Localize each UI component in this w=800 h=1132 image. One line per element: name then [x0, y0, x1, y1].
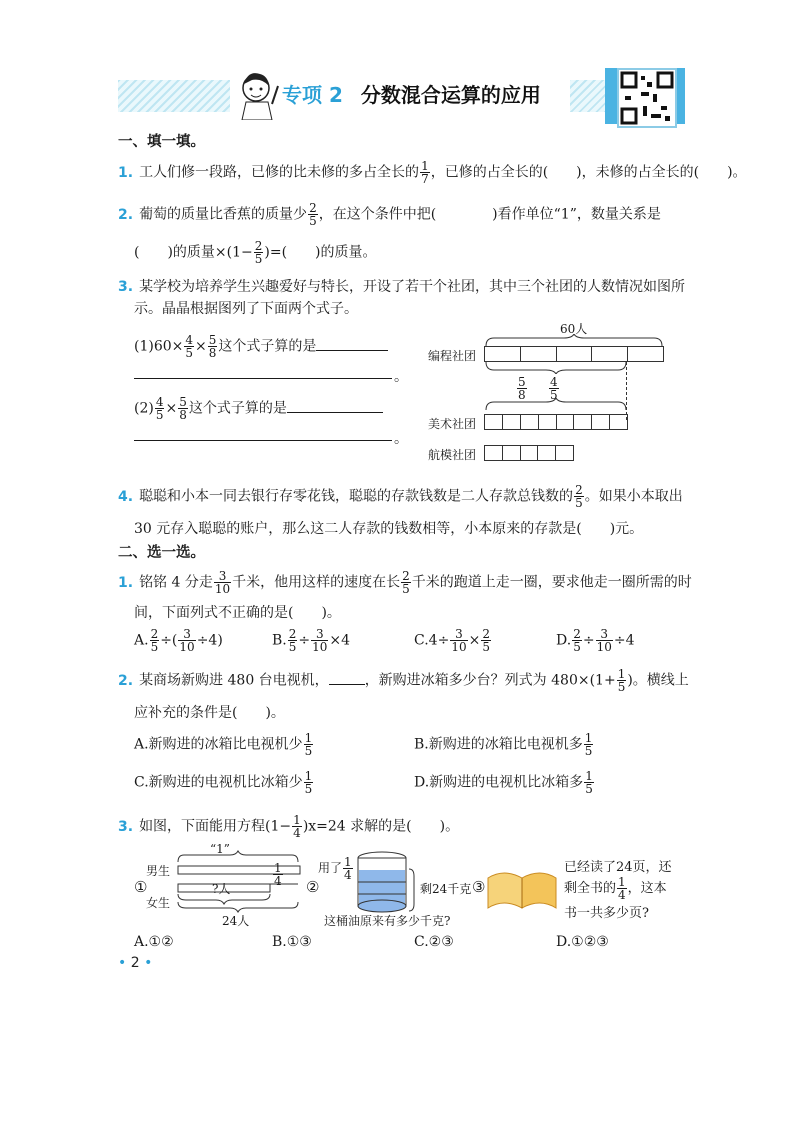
barrel-question: 这桶油原来有多少千克? — [324, 914, 451, 928]
q2-text-d: )=( )的质量。 — [264, 244, 377, 261]
page-title — [282, 79, 541, 108]
question-number: 1. — [118, 164, 134, 181]
book-text-3: 书一共多少页? — [564, 906, 649, 921]
header-title: 分数混合运算的应用 — [360, 83, 541, 107]
fraction-1-4: $\frac{1}{4}$ — [274, 861, 282, 888]
book-text-1: 已经读了24页，还 — [564, 860, 672, 875]
picture-2-mark: ② — [306, 878, 320, 896]
option-b[interactable]: B.①③ — [272, 934, 312, 950]
club3-bar — [484, 445, 574, 461]
answer-blank[interactable] — [329, 684, 365, 685]
option-a[interactable]: A.①② — [134, 934, 174, 950]
option-c[interactable]: C.②③ — [414, 934, 454, 950]
option-a[interactable]: A.新购进的冰箱比电视机少 $\frac{1}{5}$ — [134, 731, 313, 758]
brace-club2 — [484, 398, 628, 412]
question-2 — [118, 202, 661, 227]
brace-club1 — [484, 360, 628, 374]
choice-question-2: 2. 某商场新购进 480 台电视机， ，新购进冰箱多少台？列式为 480×(1+ $\frac{1}{5}$ )。横线上 — [118, 667, 689, 694]
question-2-line-2 — [134, 240, 377, 265]
total-24-label: 24人 — [222, 914, 250, 928]
q2-text-a: 葡萄的质量比香蕉的质量少 — [139, 206, 308, 223]
choice-question-2-line-2: 应补充的条件是( )。 — [134, 705, 285, 721]
option-d[interactable]: D.①②③ — [556, 934, 609, 950]
girl-label: 女生 — [146, 896, 171, 910]
option-b[interactable]: B.新购进的冰箱比电视机多 $\frac{1}{5}$ — [414, 731, 593, 758]
answer-blank[interactable] — [287, 412, 383, 413]
q1-text-b: ，已修的占全长的( )，未修的占全长的( )。 — [430, 164, 747, 181]
option-b[interactable]: B. $\frac{2}{5}$ ÷ $\frac{3}{10}$ ×4 — [272, 627, 351, 654]
question-number: 4. — [118, 488, 134, 505]
bracket — [408, 868, 416, 912]
choice-question-1: 1. 铭铭 4 分走 $\frac{3}{10}$ 千米，他用这样的速度在长 $\frac{2}{5}$ 千米的跑道上走一圈，要求他走一圈所需的时 — [118, 569, 692, 596]
q2-text-c: ( )的质量×(1− — [134, 244, 253, 261]
question-4: 4. 聪聪和小本一同去银行存零花钱，聪聪的存款钱数是二人存款总钱数的 $\frac{2}{5}$ 。如果小本取出 — [118, 483, 683, 510]
picture-1-mark: ① — [134, 878, 148, 896]
q2-text-b: ，在这个条件中把( )看作单位“1”，数量关系是 — [318, 206, 661, 223]
question-1 — [118, 160, 747, 185]
fraction: $\frac{2}{5}$ — [309, 201, 317, 228]
qr-side-left — [605, 68, 617, 124]
student-mascot-icon — [234, 64, 280, 120]
option-a[interactable]: A. $\frac{2}{5}$ ÷( $\frac{3}{10}$ ÷4) — [134, 627, 223, 654]
fraction: $\frac{1}{7}$ — [421, 159, 429, 186]
question-3-line-2: 示。晶晶根据图列了下面两个式子。 — [134, 301, 358, 317]
expression-1: (1)60× $\frac{4}{5}$ × $\frac{5}{8}$ 这个式子算的是 — [134, 334, 388, 359]
section-choose-heading: 二、选一选。 — [118, 545, 205, 561]
question-4-line-2: 30 元存入聪聪的账户，那么这二人存款的钱数相等，小本原来的存款是( )元。 — [134, 521, 644, 537]
question-3 — [118, 276, 685, 296]
oil-barrel-icon — [356, 850, 410, 914]
question-number: 2. — [118, 672, 134, 689]
qr-code-icon[interactable] — [617, 68, 677, 128]
club2-bar — [484, 414, 628, 430]
section-fill-heading: 一、填一填。 — [118, 134, 205, 150]
boy-label: 男生 — [146, 864, 171, 878]
used-label: 用了 $\frac{1}{4}$ — [318, 855, 352, 882]
fraction-4-5: $\frac{4}{5}$ — [550, 375, 558, 402]
answer-blank[interactable] — [316, 350, 388, 351]
unknown-label: ?人 — [212, 882, 231, 896]
option-d[interactable]: D.新购进的电视机比冰箱多 $\frac{1}{5}$ — [414, 769, 593, 796]
question-number: 3. — [118, 818, 134, 835]
book-text-2: 剩全书的 $\frac{1}{4}$ ，这本 — [564, 875, 667, 902]
choice-question-3: 3. 如图，下面能用方程(1− $\frac{1}{4}$ )x=24 求解的是( )。 — [118, 813, 460, 840]
q3-text-a: 某学校为培养学生兴趣爱好与特长，开设了若干个社团，其中三个社团的人数情况如图所 — [139, 279, 686, 295]
picture-3-mark: ③ — [472, 878, 486, 896]
answer-blank[interactable] — [134, 378, 392, 379]
period: 。 — [394, 369, 408, 385]
option-d[interactable]: D. $\frac{2}{5}$ ÷ $\frac{3}{10}$ ÷4 — [556, 627, 635, 654]
answer-blank[interactable] — [134, 440, 392, 441]
option-c[interactable]: C.新购进的电视机比冰箱少 $\frac{1}{5}$ — [134, 769, 313, 796]
club2-label: 美术社团 — [428, 417, 477, 431]
question-number: 1. — [118, 574, 134, 591]
remaining-label: 剩24千克 — [420, 882, 472, 896]
club1-label: 编程社团 — [428, 349, 477, 363]
option-c[interactable]: C.4÷ $\frac{3}{10}$ × $\frac{2}{5}$ — [414, 627, 490, 654]
period: 。 — [394, 431, 408, 447]
header-number: 2 — [328, 83, 343, 107]
page-number: • 2 • — [118, 955, 153, 971]
fraction-5-8: $\frac{5}{8}$ — [518, 375, 526, 402]
open-book-icon — [484, 864, 560, 914]
question-number: 2. — [118, 206, 134, 223]
choice-question-1-line-2: 间，下面列式不正确的是( )。 — [134, 605, 341, 621]
question-number: 3. — [118, 279, 134, 295]
fraction: $\frac{2}{5}$ — [254, 239, 263, 266]
expression-2: (2) $\frac{4}{5}$ × $\frac{5}{8}$ 这个式子算的是 — [134, 396, 383, 421]
header-label: 专项 — [282, 83, 322, 107]
q1-text-a: 工人们修一段路，已修的比未修的多占全长的 — [139, 164, 420, 181]
unit-one-label: “1” — [210, 842, 230, 856]
total-label: 60人 — [560, 322, 588, 336]
club3-label: 航模社团 — [428, 448, 477, 462]
segment-diagram — [176, 850, 306, 920]
